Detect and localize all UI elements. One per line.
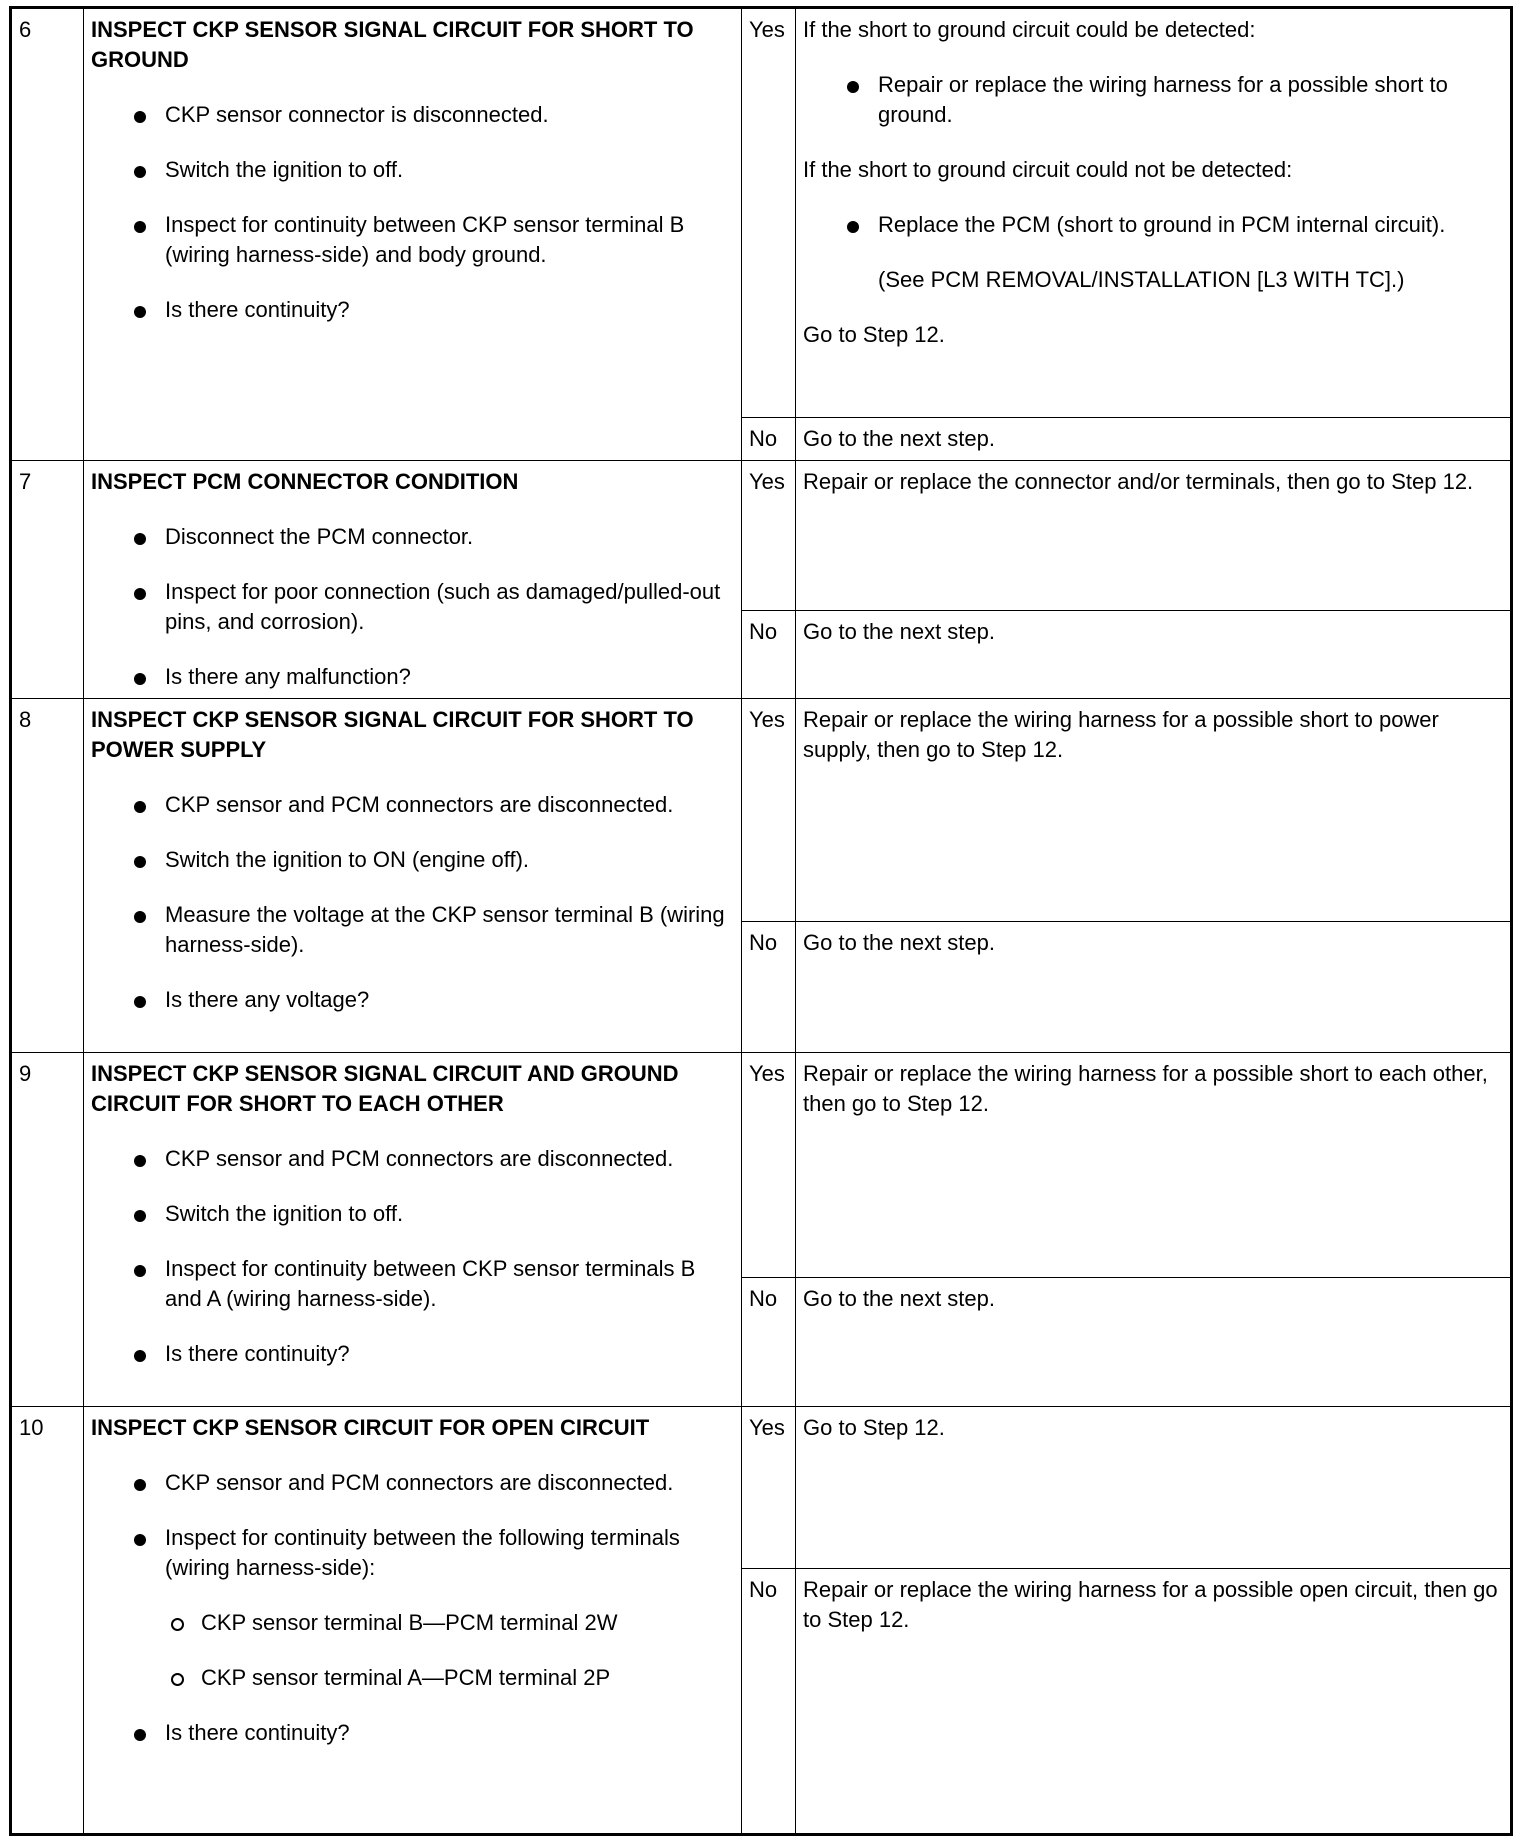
inspection-bullets	[91, 790, 734, 1015]
inspection-cell	[84, 8, 742, 461]
table-row	[11, 461, 1512, 611]
list-item: Is there any malfunction?	[91, 662, 734, 692]
yes-label: Yes	[742, 1053, 796, 1278]
step-title: INSPECT CKP SENSOR CIRCUIT FOR OPEN CIRCUIT	[91, 1415, 650, 1440]
list-item: Measure the voltage at the CKP sensor terminal B (wiring harness-side).	[91, 900, 734, 960]
list-item: CKP sensor terminal A—PCM terminal 2P	[165, 1663, 734, 1693]
action-text: Go to Step 12.	[803, 322, 945, 347]
step-number: 10	[11, 1407, 84, 1835]
list-item: Switch the ignition to ON (engine off).	[91, 845, 734, 875]
list-item	[91, 1523, 734, 1693]
no-action-cell: Go to the next step.	[796, 611, 1512, 699]
action-bullets	[803, 210, 1503, 240]
inspection-bullets	[91, 522, 734, 692]
table-row	[11, 8, 1512, 418]
table-row	[11, 1407, 1512, 1569]
step-title: INSPECT CKP SENSOR SIGNAL CIRCUIT AND GROUND CIRCUIT FOR SHORT TO EACH OTHER	[91, 1061, 679, 1116]
step-number: 8	[11, 699, 84, 1053]
no-label: No	[742, 1278, 796, 1407]
list-item: Switch the ignition to off.	[91, 155, 734, 185]
yes-label: Yes	[742, 461, 796, 611]
no-action-cell: Go to the next step.	[796, 922, 1512, 1053]
yes-action-cell: Repair or replace the wiring harness for a possible short to each other, then go to Step 12.	[796, 1053, 1512, 1278]
list-item: Disconnect the PCM connector.	[91, 522, 734, 552]
no-label: No	[742, 1569, 796, 1835]
action-text: If the short to ground circuit could not be detected:	[803, 157, 1293, 182]
no-action-cell: Repair or replace the wiring harness for a possible open circuit, then go to Step 12.	[796, 1569, 1512, 1835]
list-item: Inspect for continuity between CKP sensor terminals B and A (wiring harness-side).	[91, 1254, 734, 1314]
step-number: 9	[11, 1053, 84, 1407]
list-item: Switch the ignition to off.	[91, 1199, 734, 1229]
list-item: Is there continuity?	[91, 1339, 734, 1369]
list-item: CKP sensor and PCM connectors are disconnected.	[91, 790, 734, 820]
yes-action-cell: Repair or replace the connector and/or terminals, then go to Step 12.	[796, 461, 1512, 611]
step-title: INSPECT CKP SENSOR SIGNAL CIRCUIT FOR SHORT TO GROUND	[91, 17, 694, 72]
yes-label: Yes	[742, 8, 796, 418]
yes-action-cell: Go to Step 12.	[796, 1407, 1512, 1569]
yes-label: Yes	[742, 1407, 796, 1569]
inspection-cell	[84, 461, 742, 699]
list-item: CKP sensor and PCM connectors are disconnected.	[91, 1144, 734, 1174]
list-item: Replace the PCM (short to ground in PCM internal circuit).	[803, 210, 1503, 240]
list-item: Is there continuity?	[91, 1718, 734, 1748]
yes-label: Yes	[742, 699, 796, 922]
inspection-bullets	[91, 100, 734, 325]
reference-link[interactable]: (See PCM REMOVAL/INSTALLATION [L3 WITH TC].)	[878, 267, 1405, 292]
list-item: Inspect for continuity between CKP sensor terminal B (wiring harness-side) and body ground.	[91, 210, 734, 270]
list-item: CKP sensor and PCM connectors are disconnected.	[91, 1468, 734, 1498]
inspection-cell	[84, 699, 742, 1053]
step-title: INSPECT CKP SENSOR SIGNAL CIRCUIT FOR SHORT TO POWER SUPPLY	[91, 707, 694, 762]
table-row	[11, 699, 1512, 922]
table-row	[11, 1053, 1512, 1278]
yes-action-cell	[796, 8, 1512, 418]
inspection-bullets	[91, 1144, 734, 1369]
action-bullets	[803, 70, 1503, 130]
step-number: 6	[11, 8, 84, 461]
no-label: No	[742, 418, 796, 461]
inspection-bullets	[91, 1468, 734, 1748]
no-label: No	[742, 922, 796, 1053]
list-item: Repair or replace the wiring harness for a possible short to ground.	[803, 70, 1503, 130]
sub-bullets	[165, 1608, 734, 1693]
list-item: CKP sensor terminal B—PCM terminal 2W	[165, 1608, 734, 1638]
no-label: No	[742, 611, 796, 699]
inspection-cell	[84, 1053, 742, 1407]
action-text: If the short to ground circuit could be detected:	[803, 17, 1256, 42]
list-item-text: Inspect for continuity between the following terminals (wiring harness-side):	[165, 1525, 680, 1580]
inspection-cell	[84, 1407, 742, 1835]
list-item: Inspect for poor connection (such as damaged/pulled-out pins, and corrosion).	[91, 577, 734, 637]
list-item: Is there continuity?	[91, 295, 734, 325]
yes-action-cell: Repair or replace the wiring harness for a possible short to power supply, then go to Step 12.	[796, 699, 1512, 922]
no-action-cell: Go to the next step.	[796, 1278, 1512, 1407]
list-item: CKP sensor connector is disconnected.	[91, 100, 734, 130]
list-item: Is there any voltage?	[91, 985, 734, 1015]
diagnostic-procedure-table	[9, 6, 1513, 1836]
no-action-cell: Go to the next step.	[796, 418, 1512, 461]
step-title: INSPECT PCM CONNECTOR CONDITION	[91, 469, 519, 494]
step-number: 7	[11, 461, 84, 699]
